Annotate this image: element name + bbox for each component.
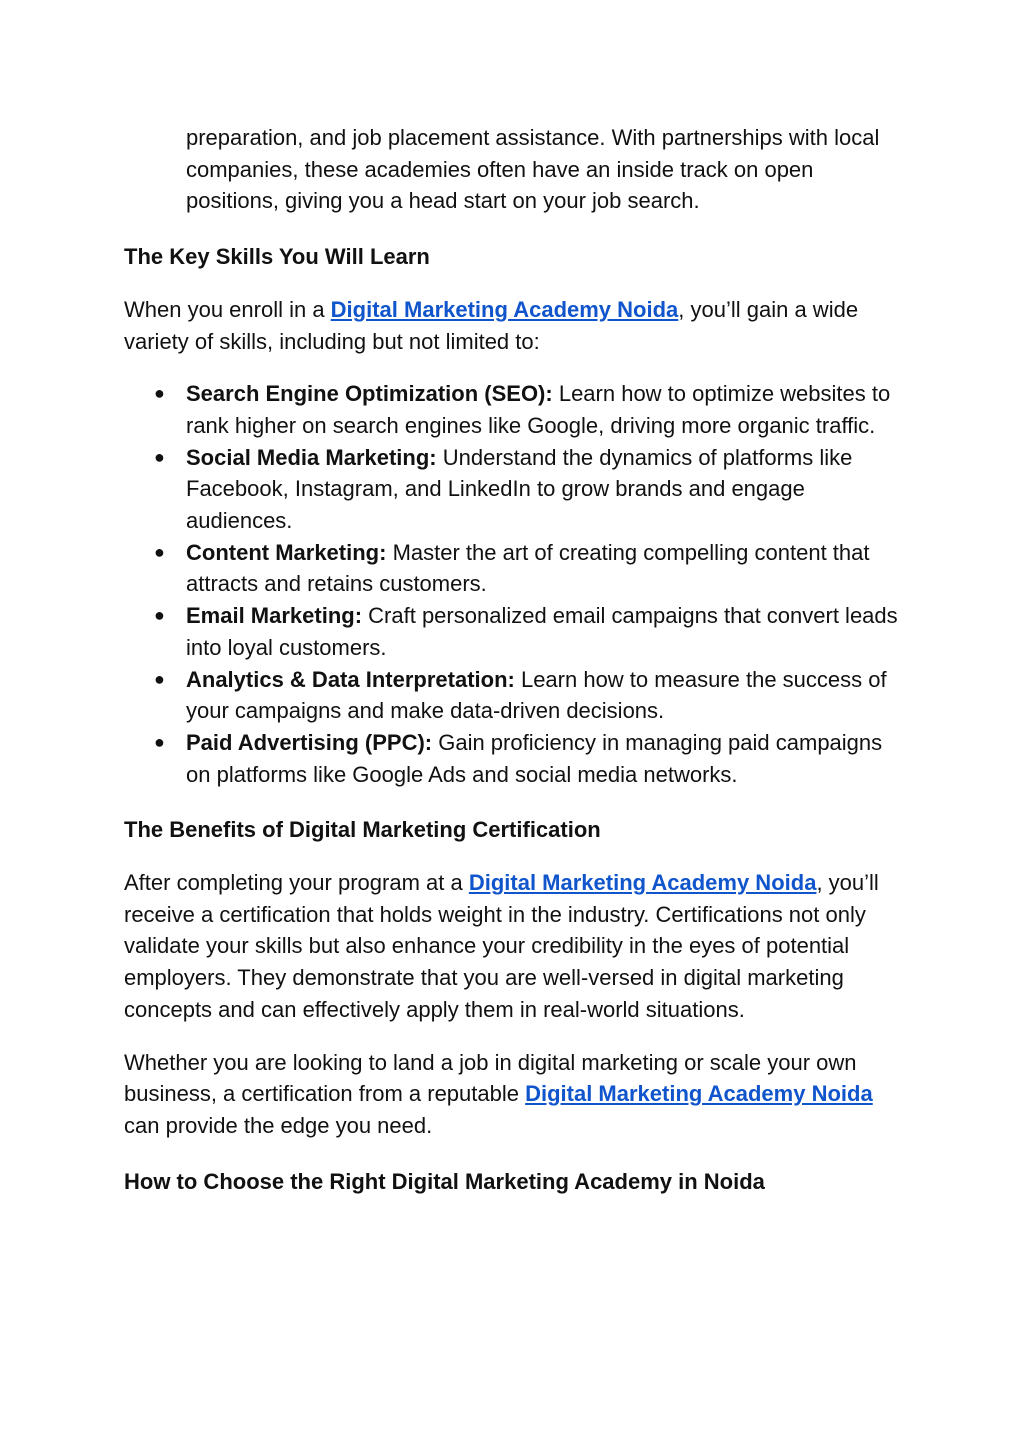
skill-term: Paid Advertising (PPC): (186, 729, 433, 755)
skill-description: Understand the dynamics of platforms like Facebook, Instagram, and LinkedIn to grow brands and engage audiences. (186, 444, 853, 534)
skills-intro-paragraph (124, 294, 900, 357)
skill-term: Social Media Marketing: (186, 444, 437, 470)
heading-choose-academy: How to Choose the Right Digital Marketing Academy in Noida (124, 1168, 765, 1194)
heading-key-skills: The Key Skills You Will Learn (124, 244, 430, 270)
list-item-seo (124, 378, 900, 441)
list-item-paid-advertising (124, 727, 900, 790)
benefits-p2-before: Whether you are looking to land a job in digital marketing or scale your own business, a certification from a reputable (124, 1049, 857, 1107)
skill-term: Content Marketing: (186, 539, 387, 565)
skills-list (124, 378, 900, 790)
skill-description: Master the art of creating compelling content that attracts and retains customers. (186, 539, 870, 597)
list-item-content-marketing (124, 537, 900, 600)
bullet-icon: ● (154, 731, 165, 752)
skills-intro-after: , you’ll gain a wide variety of skills, including but not limited to: (124, 296, 859, 354)
bullet-icon: ● (154, 668, 165, 689)
benefits-p2-after: can provide the edge you need. (124, 1112, 433, 1138)
bullet-icon: ● (154, 383, 165, 404)
skill-term: Email Marketing: (186, 603, 363, 629)
skill-description: Gain proficiency in managing paid campaigns on platforms like Google Ads and social media networks. (186, 729, 883, 787)
skill-description: Learn how to optimize websites to rank higher on search engines like Google, driving more organic traffic. (186, 381, 891, 438)
benefits-paragraph-2 (124, 1047, 900, 1142)
academy-link-1[interactable]: Digital Marketing Academy Noida (330, 296, 679, 322)
skills-intro-before: When you enroll in a (124, 296, 331, 322)
benefits-p1-before: After completing your program at a (124, 870, 469, 896)
list-item-social-media (124, 442, 900, 537)
document-page (124, 122, 900, 1218)
bullet-icon: ● (154, 541, 165, 562)
list-item-email-marketing (124, 600, 900, 663)
skill-term: Analytics & Data Interpretation: (186, 666, 515, 692)
skill-term: Search Engine Optimization (SEO): (186, 381, 553, 407)
skill-description: Learn how to measure the success of your campaigns and make data-driven decisions. (186, 666, 887, 724)
bullet-icon: ● (154, 605, 165, 626)
benefits-p1-after: , you’ll receive a certification that holds weight in the industry. Certifications not only validate your skills but also enhance your credibility in the eyes of potential employers. They demonstrate that you are well-versed in digital marketing concepts and can effectively apply them in real-world situations. (124, 870, 879, 1022)
heading-benefits: The Benefits of Digital Marketing Certification (124, 817, 601, 843)
list-item-analytics (124, 664, 900, 727)
intro-continuation-paragraph: preparation, and job placement assistance. With partnerships with local companies, these academies often have an inside track on open positions, giving you a head start on your job search. (186, 125, 880, 214)
benefits-paragraph-1 (124, 867, 900, 1026)
skill-description: Craft personalized email campaigns that convert leads into loyal customers. (186, 603, 898, 660)
academy-link-2[interactable]: Digital Marketing Academy Noida (468, 870, 817, 896)
bullet-icon: ● (154, 446, 165, 467)
academy-link-3[interactable]: Digital Marketing Academy Noida (525, 1081, 873, 1107)
